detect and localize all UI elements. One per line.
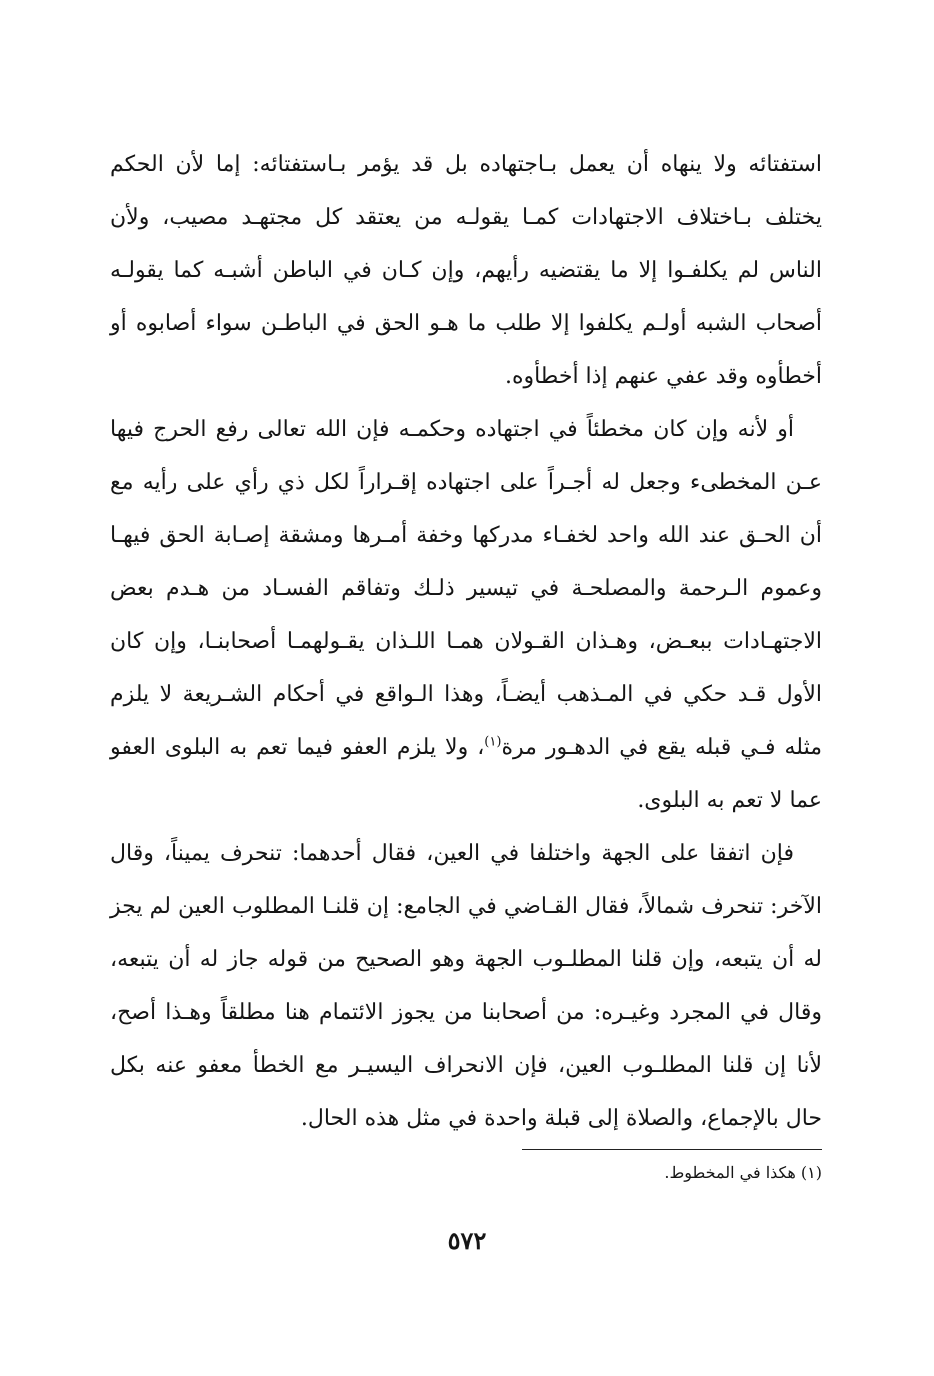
paragraph-3 [110,827,822,1145]
main-text [110,138,822,1145]
footnote: (١) هكذا في المخطوط. [664,1163,822,1182]
paragraph-3-text: فإن اتفقا على الجهة واختلفا في العين، فقال أحدهما: تنحرف يميناً، وقال الآخر: تنحرف شمالاً، فقال القـاضي في الجامع: إن قلنـا المطلوب العين لم يجز له أن يتبعه، وإن قلنا المطلـوب الجهة وهو الصحيح من قوله جاز له أن يتبعه، وقال في المجرد وغيـره: من أصحابنا من يجوز الائتمام هنا مطلقاً وهـذا أصح، لأنا إن قلنا المطلـوب العين، فإن الانحراف اليسيـر مع الخطأ معفو عنه بكل حال بالإجماع، والصلاة إلى قبلة واحدة في مثل هذه الحال. [110,841,822,1131]
page-body [110,138,822,1198]
paragraph-2 [110,403,822,827]
paragraph-2-text-after: ، ولا يلزم العفو فيما تعم به البلوى العفو عما لا تعم به البلوى. [110,735,822,813]
footnote-reference: (١) [484,734,502,750]
paragraph-1-text: استفتائه ولا ينهاه أن يعمل بـاجتهاده بل قد يؤمر بـاستفتائه: إما لأن الحكم يختلف بـاختلاف الاجتهادات كمـا يقولـه من يعتقد كل مجتهـد مصيب، ولأن الناس لم يكلفـوا إلا ما يقتضيه رأيهم، وإن كـان في الباطن أشبـه كما يقولـه أصحاب الشبه أولـم يكلفوا إلا طلب ما هـو الحق في الباطـن سواء أصابوه أو أخطأوه وقد عفي عنهم إذا أخطأوه. [110,152,822,389]
footnote-divider [522,1149,822,1150]
paragraph-1 [110,138,822,403]
page-number: ٥٧٢ [447,1226,487,1255]
paragraph-2-text: أو لأنه وإن كان مخطئاً في اجتهاده وحكمـه فإن الله تعالى رفع الحرج فيها عـن المخطىء وجعل له أجـراً على اجتهاده إقـراراً لكل ذي رأي على رأيه مع أن الحـق عند الله واحد لخفـاء مدركها وخفة أمـرها ومشقة إصـابة الحق فيهـا وعموم الـرحمة والمصلحـة في تيسير ذلـك وتفاقم الفسـاد من هـدم بعض الاجتهـادات ببعـض، وهـذان القـولان همـا اللـذان يقـولهمـا أصحابنـا، وإن كان الأول قـد حكي في المـذهب أيضـاً، وهذا الـواقع في أحكام الشـريعة لا يلزم مثله فـي قبله يقع في الدهـور مرة [110,417,822,760]
